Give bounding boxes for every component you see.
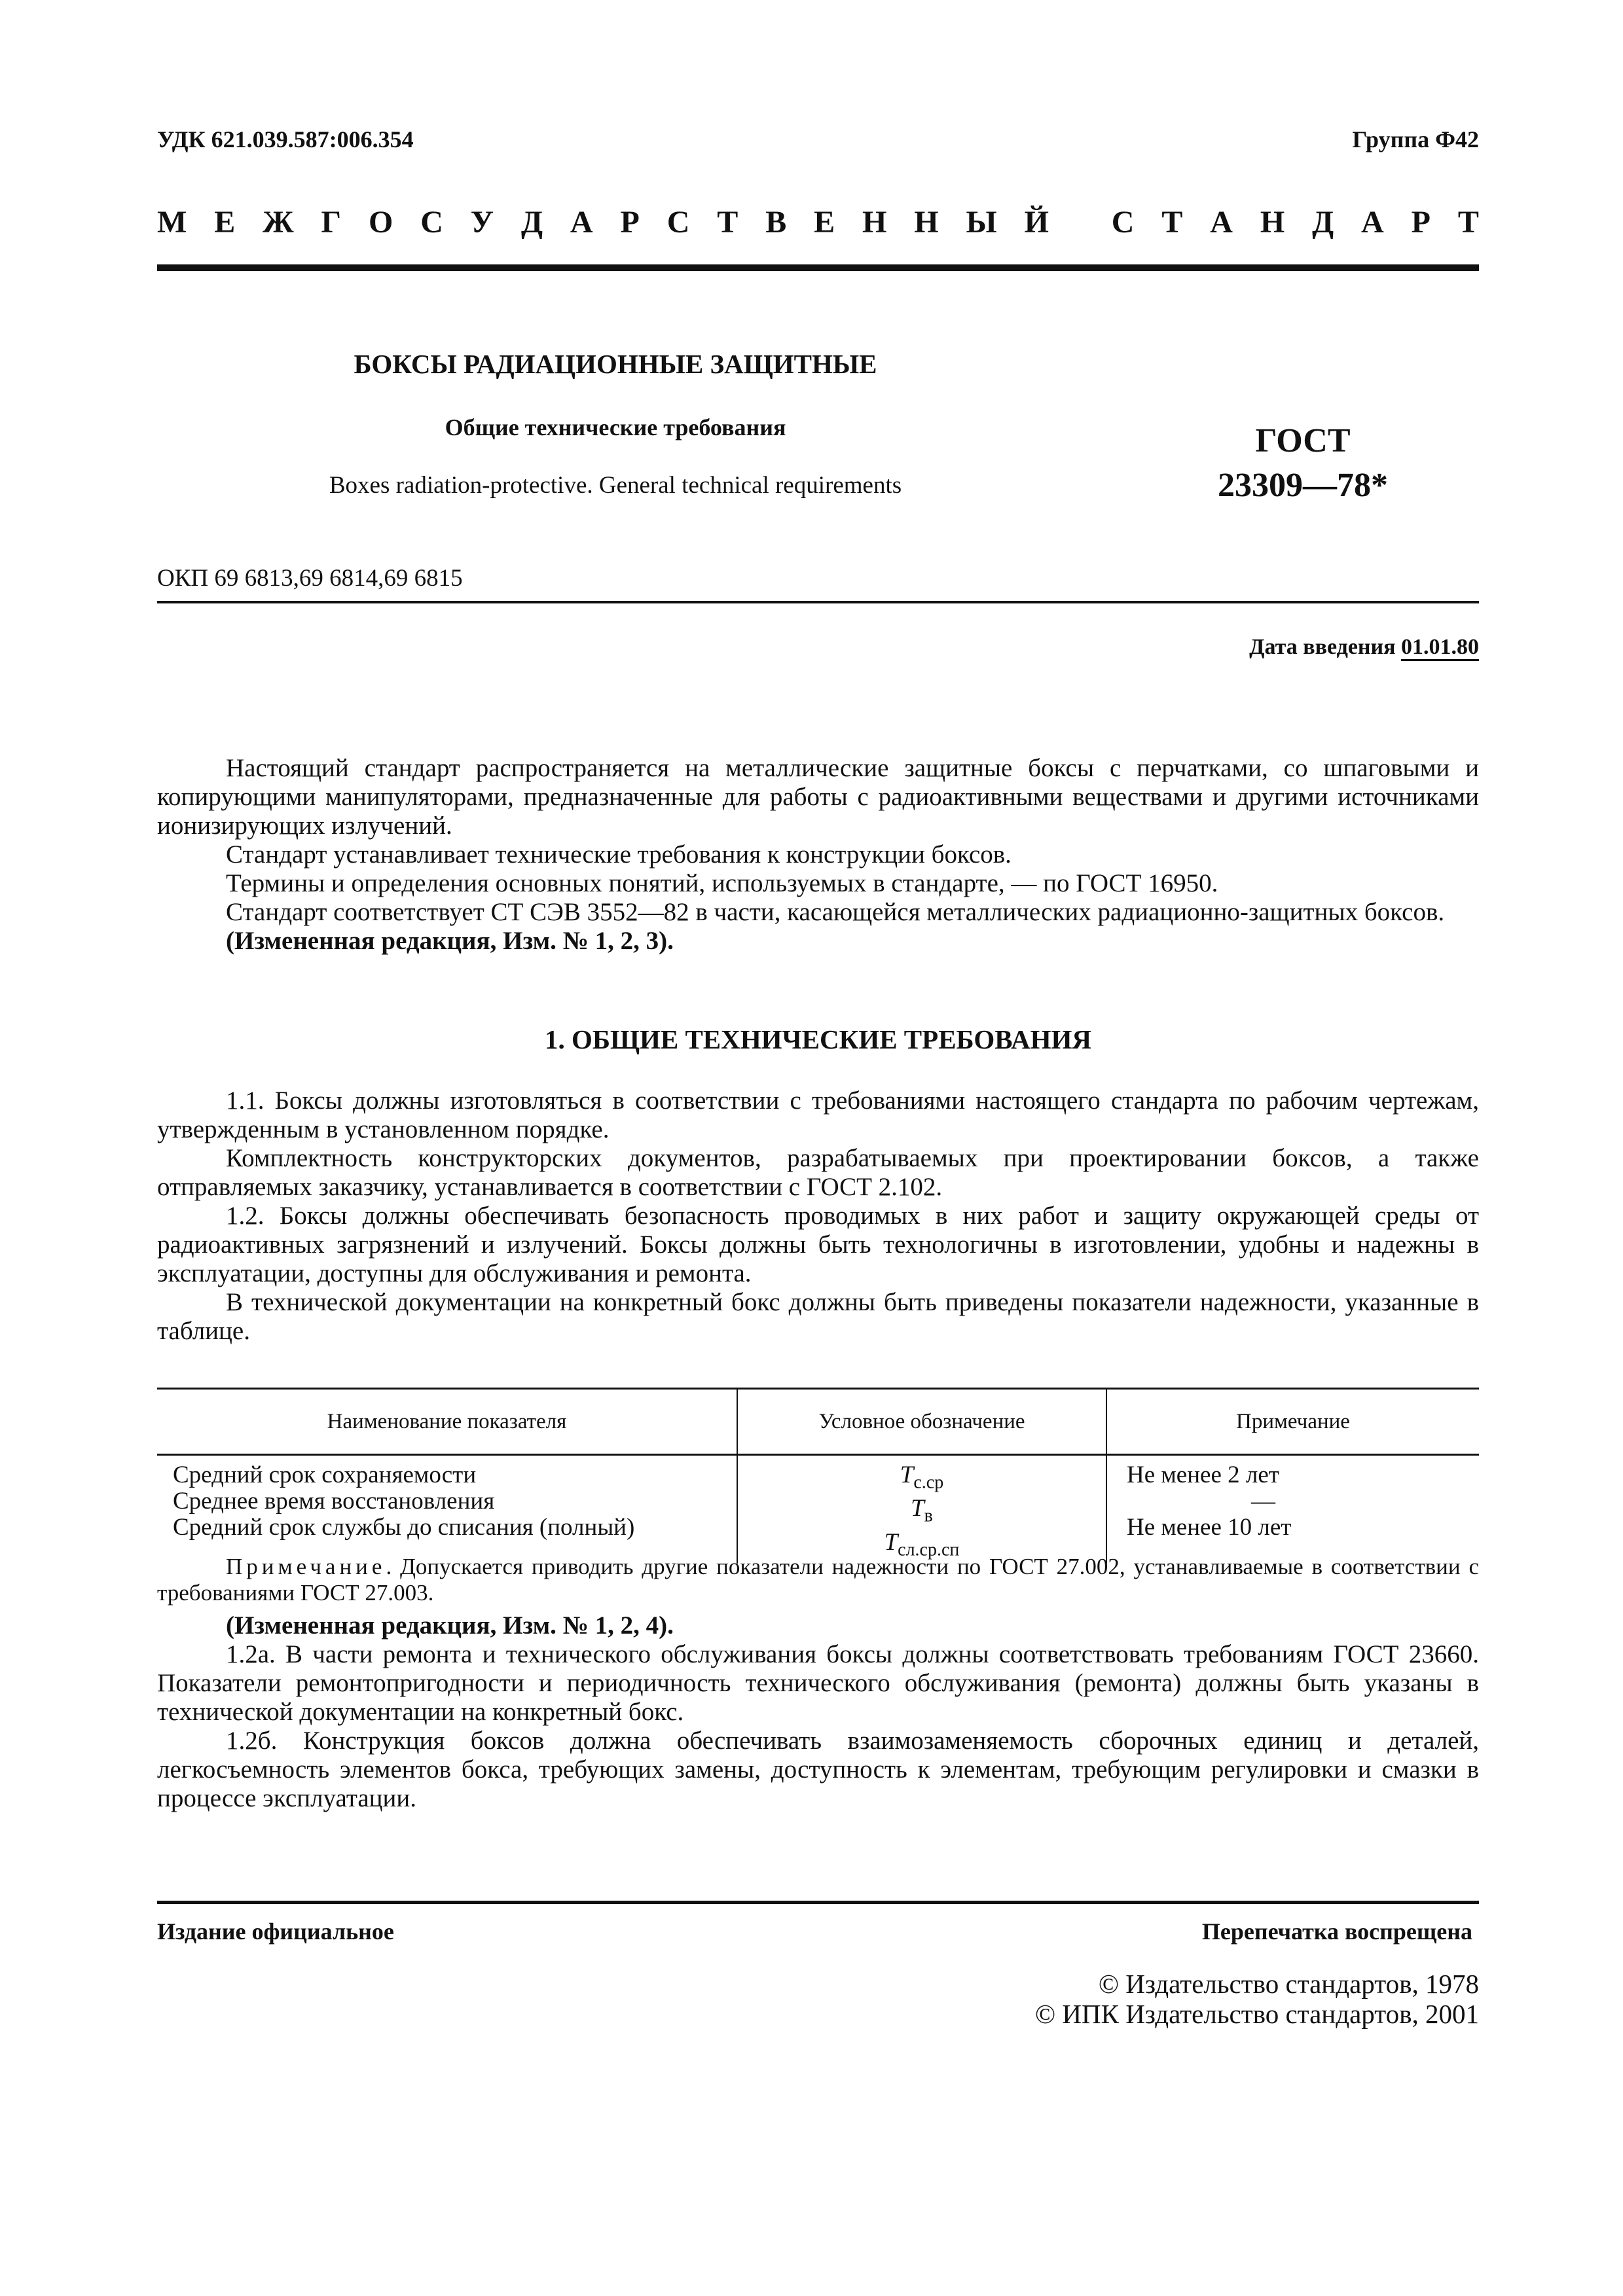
banner-letter: Н bbox=[914, 205, 939, 240]
indicator-symbol bbox=[737, 1455, 1106, 1564]
table-note bbox=[157, 1554, 1479, 1606]
section-heading: 1. ОБЩИЕ ТЕХНИЧЕСКИЕ ТРЕБОВАНИЯ bbox=[544, 1024, 1092, 1054]
table-row bbox=[157, 1455, 1479, 1564]
banner-letter: О bbox=[368, 205, 393, 240]
okp-codes: ОКП 69 6813,69 6814,69 6815 bbox=[157, 565, 463, 592]
clause-1-2b: 1.2б. Конструкция боксов должна обеспечивать взаимозаменяемость сборочных единиц и деталей, легкосъемность элементов бокса, требующих замены, доступность к элементам, требующим регулировки и смазки в процессе эксплуатации. bbox=[157, 1727, 1479, 1812]
banner-letter: А bbox=[1210, 205, 1233, 240]
banner-letter: М bbox=[157, 205, 187, 240]
cell-text: — bbox=[1251, 1488, 1275, 1515]
banner-letter: Ж bbox=[263, 205, 294, 240]
column-header: Примечание bbox=[1106, 1389, 1479, 1455]
clause-1-2: 1.2. Боксы должны обеспечивать безопасность проводимых в них работ и защиту окружающей среды от радиоактивных загрязнений и излучений. Боксы должны быть технологичны в изготовлении, удобны и надежны в эксплуатации, доступны для обслуживания и ремонта. bbox=[157, 1202, 1479, 1287]
banner-letter: Е bbox=[814, 205, 835, 240]
banner-letter: Й bbox=[1024, 205, 1049, 240]
clause-1-1: 1.1. Боксы должны изготовляться в соответствии с требованиями настоящего стандарта по рабочим чертежам, утвержденным в установленном порядке. bbox=[157, 1086, 1479, 1143]
header-rule bbox=[157, 264, 1479, 271]
clause-paragraph: Комплектность конструкторских документов, разрабатываемых при проектировании боксов, а также отправляемых заказчику, устанавливается в соответствии с ГОСТ 2.102. bbox=[157, 1144, 1479, 1201]
column-header: Условное обозначение bbox=[737, 1389, 1106, 1455]
banner-letter: С bbox=[420, 205, 443, 240]
symbol bbox=[739, 1496, 1105, 1529]
symbol-letter: T bbox=[911, 1495, 924, 1522]
symbol-letter: T bbox=[884, 1528, 898, 1556]
clause-paragraph: В технической документации на конкретный бокс должны быть приведены показатели надежности, указанные в таблице. bbox=[157, 1288, 1479, 1345]
cell-text: Среднее время восстановления bbox=[173, 1488, 495, 1515]
cell-text: Средний срок сохраняемости bbox=[173, 1462, 477, 1488]
english-title: Boxes radiation-protective. General technical requirements bbox=[329, 472, 902, 499]
introduction-date bbox=[1249, 635, 1479, 660]
banner-letter: В bbox=[765, 205, 787, 240]
date-value: 01.01.80 bbox=[1401, 635, 1479, 661]
intro-paragraph: Настоящий стандарт распространяется на металлические защитные боксы с перчатками, со шпаговыми и копирующими манипуляторами, предназначенные для работы с радиоактивными веществами и другими источниками ионизирующих излучений. bbox=[157, 754, 1479, 840]
banner-letter: С bbox=[1111, 205, 1135, 240]
udk-code: УДК 621.039.587:006.354 bbox=[157, 126, 414, 152]
banner-letter: Д bbox=[1312, 205, 1334, 240]
intro-section bbox=[157, 754, 1479, 956]
date-label: Дата введения bbox=[1249, 635, 1396, 659]
note-text: . Допускается приводить другие показатели надежности по ГОСТ 27.002, устанавливаемые в соответствии с требованиями ГОСТ 27.003. bbox=[157, 1554, 1479, 1605]
banner-letter: Г bbox=[321, 205, 342, 240]
copyright-line: © Издательство стандартов, 1978 bbox=[1098, 1969, 1479, 1999]
group-code: Группа Ф42 bbox=[1352, 126, 1479, 152]
okp-rule bbox=[157, 601, 1479, 603]
banner-letter: Т bbox=[717, 205, 739, 240]
interstate-standard-banner bbox=[157, 204, 1479, 240]
banner-letter: Н bbox=[862, 205, 887, 240]
cell-text: Средний срок службы до списания (полный) bbox=[173, 1514, 635, 1541]
amendment-note: (Измененная редакция, Изм. № 1, 2, 3). bbox=[226, 927, 674, 955]
banner-letter: Н bbox=[1260, 205, 1285, 240]
document-subtitle: Общие технические требования bbox=[445, 414, 786, 440]
column-header: Наименование показателя bbox=[157, 1389, 737, 1455]
symbol-subscript: сл.ср.сп bbox=[898, 1539, 960, 1560]
gost-label: ГОСТ bbox=[1255, 422, 1351, 459]
reliability-table bbox=[157, 1388, 1479, 1564]
banner-letter: А bbox=[570, 205, 593, 240]
intro-paragraph: Стандарт устанавливает технические требования к конструкции боксов. bbox=[226, 840, 1012, 869]
section-1-continued bbox=[157, 1554, 1479, 1813]
symbol bbox=[739, 1462, 1105, 1496]
banner-letter: У bbox=[470, 205, 494, 240]
banner-letter: Т bbox=[1161, 205, 1183, 240]
symbol-letter: T bbox=[900, 1462, 914, 1488]
banner-letter: Т bbox=[1457, 205, 1479, 240]
clause-1-2a: 1.2а. В части ремонта и технического обслуживания боксы должны соответствовать требованиям ГОСТ 23660. Показатели ремонтопригодности и периодичность технического обслуживания (ремонта) должны быть указаны в технической документации на конкретный бокс. bbox=[157, 1640, 1479, 1726]
cell-text: Не менее 2 лет bbox=[1127, 1462, 1279, 1488]
banner-letter: А bbox=[1361, 205, 1384, 240]
banner-letter bbox=[1076, 204, 1084, 240]
amendment-note: (Измененная редакция, Изм. № 1, 2, 4). bbox=[226, 1611, 674, 1640]
banner-letter: Е bbox=[214, 205, 236, 240]
copyright bbox=[1035, 1969, 1479, 2029]
copyright-line: © ИПК Издательство стандартов, 2001 bbox=[1034, 1999, 1479, 2029]
banner-letter: Р bbox=[620, 205, 640, 240]
gost-designation bbox=[1152, 419, 1453, 508]
footer-rule bbox=[157, 1901, 1479, 1904]
section-1-body bbox=[157, 1086, 1479, 1346]
banner-letter: Р bbox=[1411, 205, 1431, 240]
note-label: Примечание bbox=[226, 1554, 386, 1579]
intro-paragraph: Стандарт соответствует СТ СЭВ 3552—82 в части, касающейся металлических радиационно-защитных боксов. bbox=[226, 898, 1445, 926]
document-title: БОКСЫ РАДИАЦИОННЫЕ ЗАЩИТНЫЕ bbox=[354, 349, 877, 379]
symbol-subscript: в bbox=[924, 1505, 933, 1526]
gost-number: 23309—78* bbox=[1218, 467, 1388, 504]
cell-text: Не менее 10 лет bbox=[1127, 1514, 1292, 1541]
indicator-note bbox=[1106, 1455, 1479, 1564]
banner-letter: Ы bbox=[966, 205, 997, 240]
intro-paragraph: Термины и определения основных понятий, используемых в стандарте, — по ГОСТ 16950. bbox=[226, 869, 1218, 897]
official-edition: Издание официальное bbox=[157, 1918, 394, 1945]
indicator-name bbox=[157, 1455, 737, 1564]
table-header-row bbox=[157, 1389, 1479, 1455]
banner-letter: С bbox=[666, 205, 690, 240]
banner-letter: Д bbox=[520, 205, 543, 240]
reprint-prohibited: Перепечатка воспрещена bbox=[1201, 1918, 1472, 1945]
symbol-subscript: с.ср bbox=[913, 1472, 944, 1493]
